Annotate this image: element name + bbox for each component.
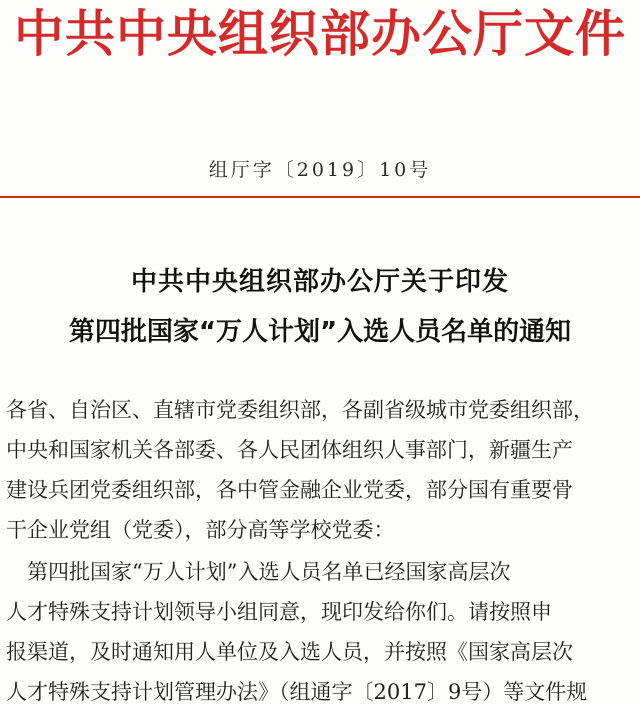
red-divider-line bbox=[0, 196, 640, 198]
body-line: 干企业党组（党委），部分高等学校党委： bbox=[6, 518, 395, 542]
body-line: 建设兵团党委组织部，各中管金融企业党委，部分国有重要骨 bbox=[6, 478, 573, 502]
body-line: 各省、自治区、直辖市党委组织部，各副省级城市党委组织部， bbox=[6, 398, 594, 422]
issuer-header: 中共中央组织部办公厅文件 bbox=[14, 5, 626, 63]
body-line: 报渠道，及时通知用人单位及入选人员，并按照《国家高层次 bbox=[6, 640, 573, 664]
document-title-line-2: 第四批国家“万人计划”入选人员名单的通知 bbox=[68, 317, 572, 347]
body-line: 中央和国家机关各部委、各人民团体组织人事部门，新疆生产 bbox=[6, 438, 573, 462]
body-line: 人才特殊支持计划领导小组同意，现印发给你们。请按照申 bbox=[6, 600, 552, 624]
body-line: 人才特殊支持计划管理办法》（组通字〔2017〕9号）等文件规 bbox=[6, 680, 588, 704]
body-line: 第四批国家“万人计划”入选人员名单已经国家高层次 bbox=[6, 560, 511, 584]
document-title-line-1: 中共中央组织部办公厅关于印发 bbox=[130, 267, 509, 297]
document-number: 组厅字〔2019〕10号 bbox=[208, 159, 432, 181]
